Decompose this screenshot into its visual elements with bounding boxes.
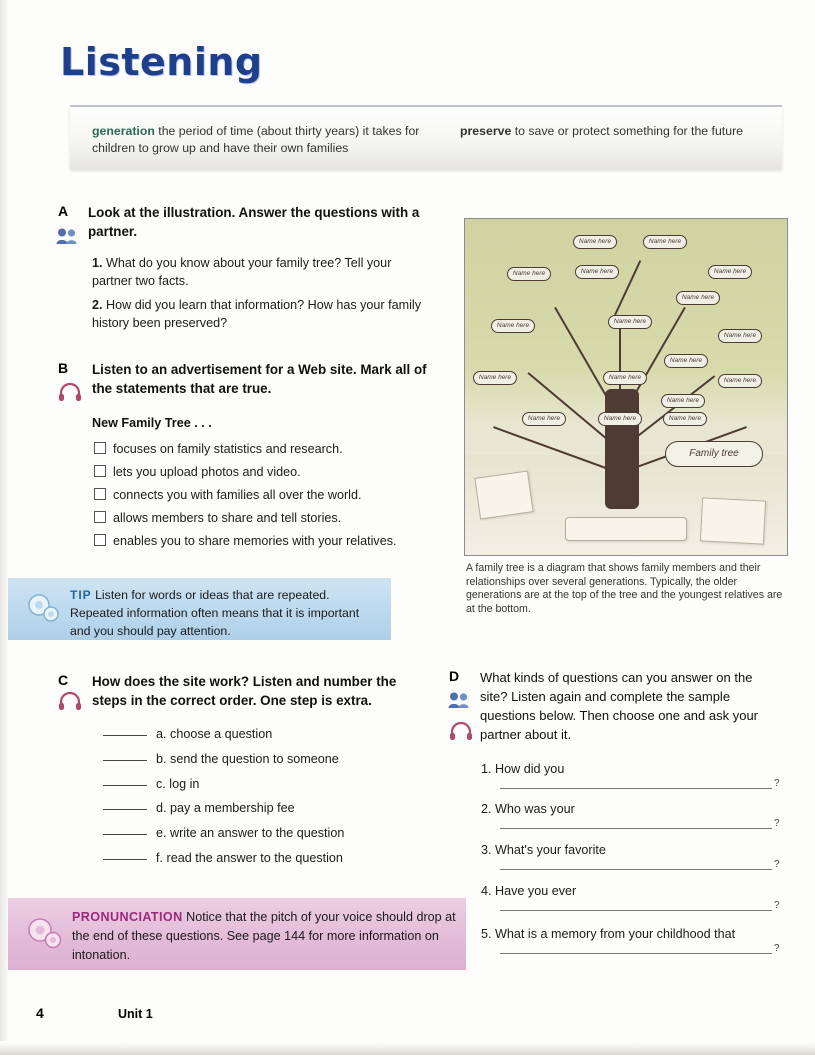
checkbox-4[interactable]	[94, 511, 106, 523]
section-c-step-a[interactable]	[103, 727, 272, 741]
page-bottom-edge	[0, 1041, 815, 1055]
tree-node-label: Name here	[676, 291, 720, 305]
step-letter-a: a.	[156, 727, 167, 741]
footer-unit-label: Unit 1	[118, 1007, 153, 1021]
glossary-word-generation: generation	[92, 124, 155, 138]
tree-node-label: Name here	[718, 374, 762, 388]
tip-box	[8, 578, 391, 640]
step-letter-b: b.	[156, 752, 167, 766]
step-text-d: pay a membership fee	[170, 801, 295, 815]
checkbox-label-3: connects you with families all over the world.	[113, 488, 362, 502]
section-c-letter: C	[58, 672, 69, 688]
section-d-question-3	[481, 843, 606, 857]
checkbox-2[interactable]	[94, 465, 106, 477]
d-question-3-text: What's your favorite	[495, 843, 606, 857]
checkbox-row-1[interactable]	[94, 442, 343, 456]
section-a-question-2-text: How did you learn that information? How has your family history been preserved?	[92, 298, 422, 330]
section-d-question-2	[481, 802, 575, 816]
section-a-question-1	[92, 255, 432, 290]
glossary-def-generation: the period of time (about thirty years) it takes for children to grow up and have their own families	[92, 124, 420, 155]
gears-icon	[24, 588, 64, 628]
answer-blank-a[interactable]	[103, 735, 147, 736]
step-text-a: choose a question	[170, 727, 273, 741]
footer-page-number: 4	[36, 1005, 44, 1021]
tree-node-label: Name here	[661, 394, 705, 408]
checkbox-row-4[interactable]	[94, 511, 341, 525]
d-answer-line-2[interactable]	[500, 828, 772, 829]
tree-node-label: Name here	[663, 412, 707, 426]
paper-banner	[565, 517, 687, 541]
checkbox-label-2: lets you upload photos and video.	[113, 465, 301, 479]
section-c-instruction: How does the site work? Listen and number the steps in the correct order. One step is extra.	[92, 674, 397, 708]
pronunciation-box	[8, 898, 466, 970]
section-d-question-5	[481, 927, 781, 941]
step-letter-d: d.	[156, 801, 167, 815]
gears-icon-pronunciation	[24, 912, 66, 954]
headphones-icon-b	[58, 383, 80, 401]
tree-node-label: Name here	[708, 265, 752, 279]
illustration-caption: A family tree is a diagram that shows family members and their relationships over several generations. Typically, the older generations are at the top of the tree and the youngest relatives are at the bottom.	[466, 562, 783, 615]
tree-node-label: Name here	[473, 371, 517, 385]
glossary-word-preserve: preserve	[460, 124, 512, 138]
tree-node-label: Name here	[598, 412, 642, 426]
headphones-icon-d	[449, 722, 471, 740]
section-d-question-4	[481, 884, 576, 898]
checkbox-row-5[interactable]	[94, 534, 397, 548]
tip-text: Listen for words or ideas that are repeated. Repeated information often means that it is important and you should pay attention.	[70, 588, 360, 638]
tip-label: TIP	[70, 588, 92, 602]
section-d-question-1	[481, 762, 564, 776]
d-line-end-mark-4: ?	[774, 900, 780, 911]
step-text-b: send the question to someone	[170, 752, 339, 766]
d-question-1-number: 1.	[481, 762, 492, 776]
section-d-instruction: What kinds of questions can you answer on the site? Listen again and complete the sample questions below. Then choose one and ask your partner about it.	[480, 670, 759, 742]
paper-sheet	[474, 470, 533, 519]
glossary-def-preserve: to save or protect something for the future	[514, 124, 744, 138]
step-text-c: log in	[169, 777, 200, 791]
page-title: Listening	[60, 40, 263, 84]
tree-node-label: Name here	[718, 329, 762, 343]
tree-node-label: Name here	[664, 354, 708, 368]
section-a-instruction: Look at the illustration. Answer the questions with a partner.	[88, 205, 420, 239]
checkbox-row-2[interactable]	[94, 465, 301, 479]
answer-blank-d[interactable]	[103, 809, 147, 810]
pair-work-icon-d	[448, 692, 468, 708]
d-answer-line-3[interactable]	[500, 869, 772, 870]
pronunciation-label: PRONUNCIATION	[72, 910, 183, 924]
d-question-1-text: How did you	[495, 762, 565, 776]
tree-node-label: Name here	[573, 235, 617, 249]
section-a-question-2	[92, 297, 432, 332]
tree-node-label: Name here	[491, 319, 535, 333]
answer-blank-f[interactable]	[103, 859, 147, 860]
answer-blank-b[interactable]	[103, 760, 147, 761]
glossary-box	[70, 105, 782, 169]
answer-blank-c[interactable]	[103, 785, 147, 786]
d-question-5-number: 5.	[481, 927, 492, 941]
d-line-end-mark-3: ?	[774, 859, 780, 870]
pair-work-icon	[56, 228, 76, 244]
section-c-step-b[interactable]	[103, 752, 339, 766]
headphones-icon-c	[58, 692, 80, 710]
tree-node-label: Name here	[643, 235, 687, 249]
tree-trunk	[605, 389, 639, 509]
step-text-f: read the answer to the question	[166, 851, 343, 865]
page-left-edge	[0, 0, 10, 1055]
checkbox-1[interactable]	[94, 442, 106, 454]
d-question-2-number: 2.	[481, 802, 492, 816]
tip-text-block	[70, 586, 382, 640]
section-b-list-heading: New Family Tree . . .	[92, 416, 212, 430]
glossary-content	[92, 123, 772, 157]
d-question-4-text: Have you ever	[495, 884, 577, 898]
tree-node-label: Name here	[575, 265, 619, 279]
checkbox-label-5: enables you to share memories with your relatives.	[113, 534, 397, 548]
step-text-e: write an answer to the question	[170, 826, 345, 840]
section-b-letter: B	[58, 360, 69, 376]
pronunciation-text-block	[72, 908, 460, 965]
checkbox-3[interactable]	[94, 488, 106, 500]
checkbox-5[interactable]	[94, 534, 106, 546]
checkbox-label-1: focuses on family statistics and research.	[113, 442, 343, 456]
d-answer-line-4[interactable]	[500, 910, 772, 911]
d-line-end-mark-1: ?	[774, 778, 780, 789]
checkbox-row-3[interactable]	[94, 488, 362, 502]
d-question-3-number: 3.	[481, 843, 492, 857]
section-a-question-1-text: What do you know about your family tree? Tell your partner two facts.	[92, 256, 392, 288]
tree-node-label: Name here	[507, 267, 551, 281]
section-c-step-e[interactable]	[103, 826, 344, 840]
d-question-4-number: 4.	[481, 884, 492, 898]
pronunciation-text: Notice that the pitch of your voice should drop at the end of these questions. See page 144 for more information on intonation.	[72, 910, 456, 962]
tree-node-label: Name here	[608, 315, 652, 329]
family-tree-root-label: Family tree	[665, 441, 763, 467]
step-letter-e: e.	[156, 826, 167, 840]
d-line-end-mark-5: ?	[774, 943, 780, 954]
d-answer-line-1[interactable]	[500, 788, 772, 789]
checkbox-label-4: allows members to share and tell stories.	[113, 511, 342, 525]
section-c-step-f[interactable]	[103, 851, 343, 865]
tree-node-label: Name here	[603, 371, 647, 385]
section-a-letter: A	[58, 203, 69, 219]
step-letter-f: f.	[156, 851, 163, 865]
d-answer-line-5[interactable]	[500, 953, 772, 954]
section-a-question-1-number: 1.	[92, 256, 103, 270]
step-letter-c: c.	[156, 777, 166, 791]
section-d-letter: D	[449, 668, 460, 684]
section-c-step-d[interactable]	[103, 801, 295, 815]
paper-sheet	[700, 497, 766, 544]
section-c-step-c[interactable]	[103, 777, 199, 791]
family-tree-illustration	[464, 218, 788, 556]
d-line-end-mark-2: ?	[774, 818, 780, 829]
tree-node-label: Name here	[522, 412, 566, 426]
section-b-instruction: Listen to an advertisement for a Web site. Mark all of the statements that are true.	[92, 362, 427, 396]
answer-blank-e[interactable]	[103, 834, 147, 835]
d-question-5-text: What is a memory from your childhood that	[495, 927, 736, 941]
d-question-2-text: Who was your	[495, 802, 575, 816]
section-a-question-2-number: 2.	[92, 298, 103, 312]
